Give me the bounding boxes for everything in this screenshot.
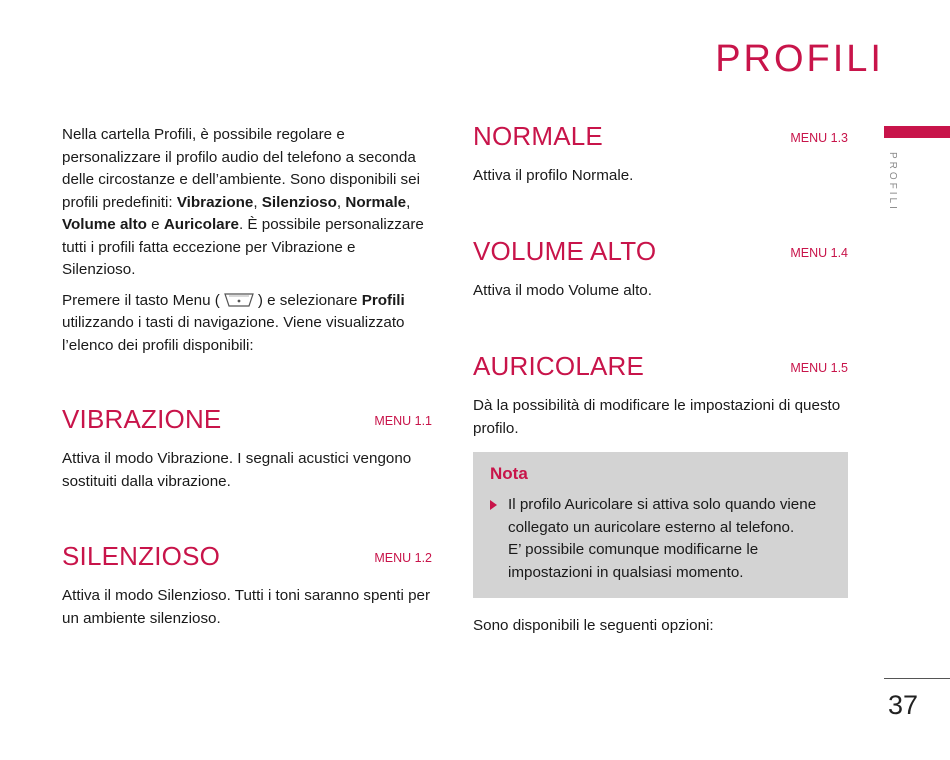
side-tab-marker [884, 126, 950, 138]
profile-name-silenzioso: Silenzioso [261, 193, 337, 211]
intro-paragraph: Nella cartella Profili, è possibile regolare e personalizzare il profilo audio del telefono a seconda delle circostanze e dell’ambiente. Sono disponibili sei profili predefiniti: Vibrazione, Silenzioso, Normale, Volume alto e Auricolare. È possibile personalizzare tutti i profili fatta eccezione per Vibrazione e Silenzioso. [62, 126, 424, 278]
section-silenzioso [62, 541, 432, 630]
left-column [62, 124, 432, 627]
page-title: PROFILI [715, 38, 884, 80]
instructions-paragraph: Premere il tasto Menu ( ) e selezionare Profili utilizzando i tasti di navigazione. Viene visualizzato l’elenco dei profili disponibili: [62, 291, 405, 354]
note-title: Nota [490, 464, 528, 483]
menu-code: MENU 1.1 [374, 414, 432, 428]
note-line: E’ possibile comunque modificarne le impostazioni in qualsiasi momento. [508, 541, 759, 581]
section-normale [473, 121, 848, 188]
note-box [473, 452, 848, 598]
section-title: VIBRAZIONE [62, 404, 222, 434]
menu-code: MENU 1.3 [790, 131, 848, 145]
section-title: SILENZIOSO [62, 541, 221, 571]
section-volume-alto [473, 236, 848, 303]
section-title: VOLUME ALTO [473, 236, 657, 266]
side-tab-label: PROFILI [887, 152, 898, 212]
section-text: Dà la possibilità di modificare le impostazioni di questo profilo. [473, 397, 841, 437]
section-text: Attiva il modo Volume alto. [473, 282, 652, 299]
menu-code: MENU 1.5 [790, 361, 848, 375]
menu-softkey-icon [222, 292, 256, 308]
section-auricolare [473, 351, 848, 440]
note-line: Il profilo Auricolare si attiva solo quando viene collegato un auricolare esterno al telefono. [508, 496, 817, 536]
note-item [490, 494, 830, 584]
profile-name-auricolare: Auricolare [163, 216, 239, 233]
section-text: Attiva il modo Silenzioso. Tutti i toni saranno spenti per un ambiente silenzioso. [62, 587, 431, 627]
triangle-bullet-icon [490, 500, 497, 510]
section-vibrazione [62, 404, 432, 493]
section-title: NORMALE [473, 121, 603, 151]
profile-name-normale: Normale [345, 193, 407, 211]
profile-name-volume-alto: Volume alto [62, 216, 147, 233]
section-text: Attiva il profilo Normale. [473, 167, 634, 184]
footer-rule [884, 678, 950, 679]
menu-code: MENU 1.2 [374, 551, 432, 565]
profile-name-vibrazione: Vibrazione [176, 193, 254, 211]
closing-text: Sono disponibili le seguenti opzioni: [473, 617, 714, 634]
section-title: AURICOLARE [473, 351, 645, 381]
menu-code: MENU 1.4 [790, 246, 848, 260]
page-number: 37 [888, 690, 919, 720]
section-text: Attiva il modo Vibrazione. I segnali acustici vengono sostituiti dalla vibrazione. [62, 450, 412, 490]
